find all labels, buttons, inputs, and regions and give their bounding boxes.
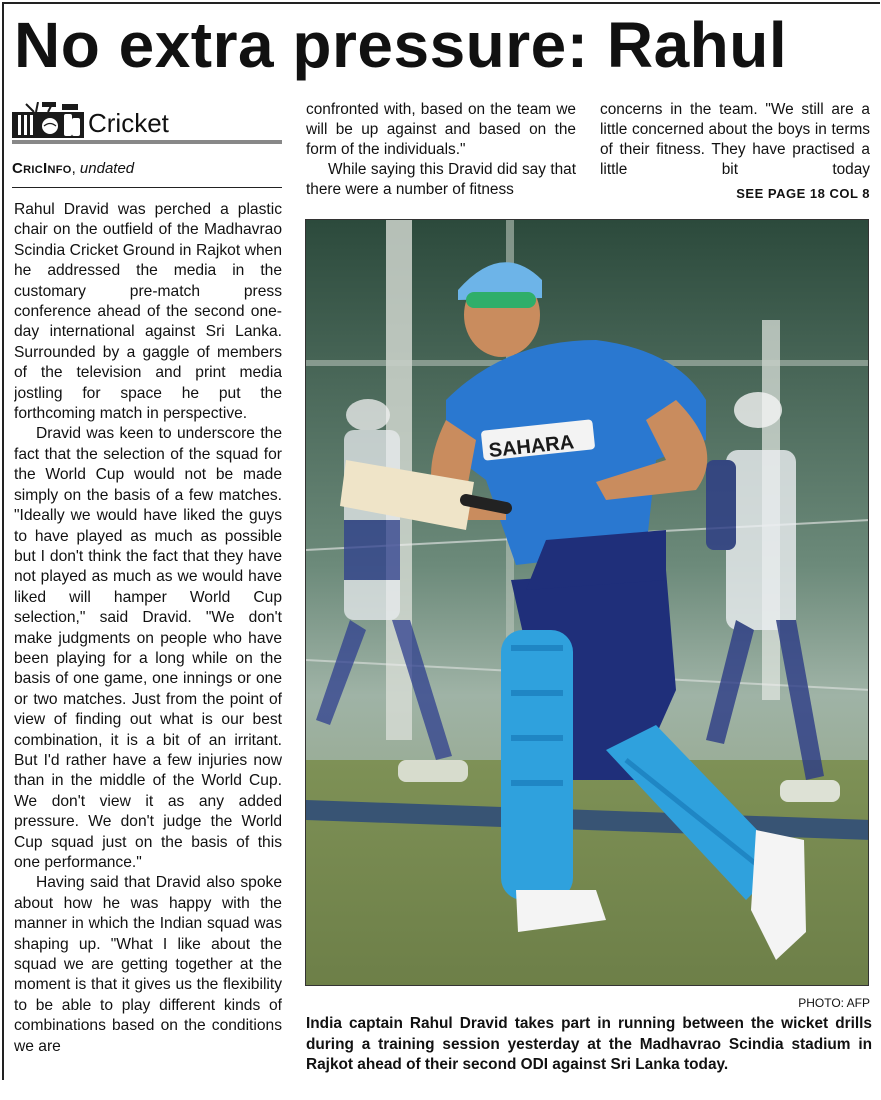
article-column-middle bbox=[306, 100, 576, 210]
section-name: Cricket bbox=[88, 108, 169, 138]
source-line bbox=[12, 160, 282, 188]
article-paragraph: Rahul Dravid was perched a plastic chair on the outfield of the Madhavrao Scindia Cricket Ground in Rajkot when he addressed the media in the customary pre-match press conference ahead of the second one-day international against Sri Lanka. Surrounded by a gaggle of members of the television and print media jostling for space he put the forthcoming match in perspective. bbox=[14, 201, 282, 423]
continued-jump-line: SEE PAGE 18 COL 8 bbox=[736, 186, 870, 201]
photo-credit: PHOTO: AFP bbox=[798, 996, 870, 1010]
article-paragraph: confronted with, based on the team we will be up against and based on the form of the individuals." bbox=[306, 101, 576, 158]
headline: No extra pressure: Rahul bbox=[14, 9, 788, 81]
cricket-bat-ball-wicket-icon bbox=[12, 102, 84, 138]
article-column-left bbox=[14, 200, 282, 1080]
article-paragraph: While saying this Dravid did say that there were a number of fitness bbox=[306, 161, 576, 198]
article-column-right bbox=[600, 100, 870, 200]
article-paragraph: Having said that Dravid also spoke about how he was happy with the manner in which the Indian squad was shaping up. "What I like about the squad we are getting together at the moment is that it gives us the flexibility to be able to play different kinds of combinations based on the conditions we are bbox=[14, 874, 282, 1055]
jersey-text: SAHARA bbox=[487, 431, 576, 463]
photo-caption: India captain Rahul Dravid takes part in running between the wicket drills during a training session yesterday at the Madhavrao Scindia stadium in Rajkot ahead of their second ODI against Sri Lanka today. bbox=[306, 1015, 872, 1073]
section-flag bbox=[12, 100, 282, 144]
article-paragraph: Dravid was keen to underscore the fact that the selection of the squad for the World Cup would not be made simply on the basis of a few matches. "Ideally we would have liked the guys to have played as much as possible but I don't think the fact that they have not played as much as we would have liked will hamper World Cup selection," said Dravid. "We don't make judgments on people who have been playing for a long while on the basis of one game, one innings or one or two matches. Just from the point of view of finding out what is our best combination, it is a bit of an irritant. But I'd rather have a few injuries now than in the middle of the World Cup. We don't view it as any added pressure. We don't judge the World Cup squad just on the basis of this one performance." bbox=[14, 425, 282, 871]
source-date: undated bbox=[79, 160, 135, 177]
article-paragraph: concerns in the team. "We still are a little concerned about the boys in terms of their fitness. They have practised a little bit today bbox=[600, 101, 870, 178]
news-photo bbox=[305, 219, 869, 986]
source-name: CricInfo bbox=[12, 160, 72, 177]
source-separator: , bbox=[71, 160, 76, 177]
cricketer-running-illustration bbox=[306, 220, 869, 986]
